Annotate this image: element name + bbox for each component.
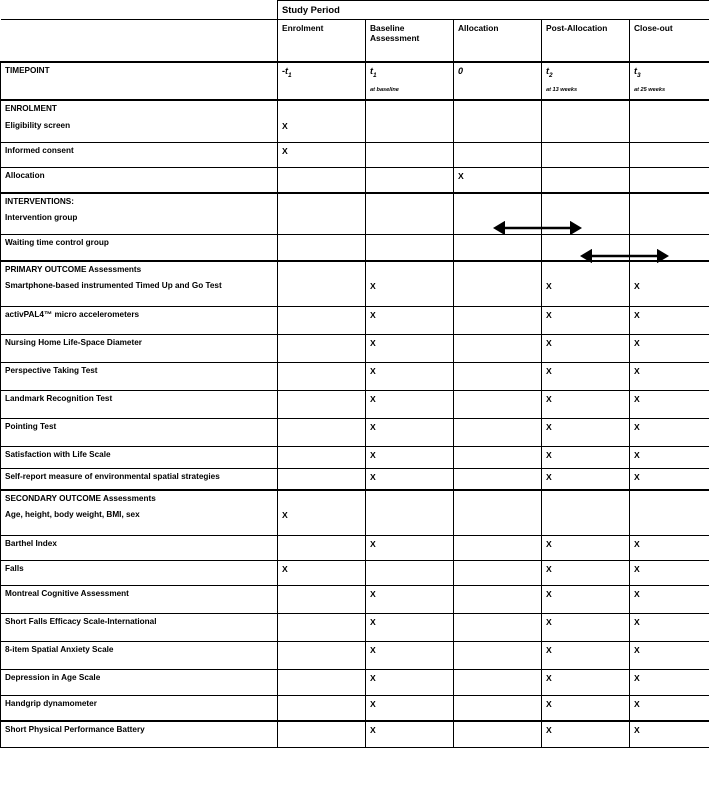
table-row: [1, 235, 709, 261]
section-heading-enrolment: ENROLMENT: [1, 100, 278, 117]
cell-mark: X: [542, 669, 630, 695]
section-spacer-cell: [454, 261, 542, 278]
section-spacer-cell: [630, 261, 709, 278]
table-row: [1, 210, 709, 235]
timepoint-note-baseline: at baseline: [370, 87, 399, 94]
row-label: activPAL4™ micro accelerometers: [1, 306, 278, 334]
cell-mark: X: [542, 278, 630, 306]
cell-mark: X: [454, 168, 542, 193]
cell-mark: X: [542, 418, 630, 446]
cell-mark: X: [630, 362, 709, 390]
row-label: Self-report measure of environmental spatial strategies: [1, 468, 278, 490]
section-spacer-cell: [542, 490, 630, 507]
column-header-baseline-assessment: Baseline Assessment: [366, 19, 454, 62]
row-label: Informed consent: [1, 143, 278, 168]
table-row: [1, 118, 709, 143]
cell-mark: [454, 334, 542, 362]
cell-mark: X: [630, 535, 709, 560]
cell-mark: [454, 669, 542, 695]
cell-mark: [278, 210, 366, 235]
header-spacer-cell: [1, 19, 278, 62]
timepoint-symbol-baseline: $t_1$: [370, 66, 377, 80]
timepoint-cell-enrolment: [278, 62, 366, 100]
table-row: [1, 143, 709, 168]
timepoint-subscript-baseline: 1: [373, 72, 377, 80]
cell-mark: [366, 560, 454, 585]
cell-mark: X: [542, 334, 630, 362]
cell-mark: X: [542, 695, 630, 721]
row-label: Allocation: [1, 168, 278, 193]
row-label: Intervention group: [1, 210, 278, 235]
cell-mark: [278, 585, 366, 613]
corner-blank-cell: [1, 1, 278, 20]
cell-mark: X: [630, 390, 709, 418]
cell-mark: [542, 210, 630, 235]
timepoint-cell-post-allocation: [542, 62, 630, 100]
row-label: Depression in Age Scale: [1, 669, 278, 695]
table-row: [1, 613, 709, 641]
cell-mark: X: [366, 613, 454, 641]
table-row: [1, 418, 709, 446]
cell-mark: X: [630, 585, 709, 613]
cell-mark: [542, 235, 630, 261]
table-row: [1, 306, 709, 334]
cell-mark: [278, 468, 366, 490]
timepoint-note-post-allocation: at 13 weeks: [546, 87, 578, 94]
row-label: Landmark Recognition Test: [1, 390, 278, 418]
row-label: Pointing Test: [1, 418, 278, 446]
cell-mark: [454, 278, 542, 306]
cell-mark: [454, 560, 542, 585]
table-row: [1, 535, 709, 560]
cell-mark: X: [278, 143, 366, 168]
cell-mark: X: [542, 446, 630, 468]
timepoint-subscript-post-allocation: 2: [549, 72, 553, 80]
section-heading-row: [1, 193, 709, 210]
cell-mark: [454, 641, 542, 669]
section-spacer-cell: [542, 193, 630, 210]
section-spacer-cell: [454, 193, 542, 210]
section-spacer-cell: [366, 193, 454, 210]
table-row: [1, 168, 709, 193]
cell-mark: X: [630, 278, 709, 306]
column-header-enrolment: Enrolment: [278, 19, 366, 62]
column-header-post-allocation: Post-Allocation: [542, 19, 630, 62]
cell-mark: X: [366, 641, 454, 669]
cell-mark: X: [542, 613, 630, 641]
table-row: [1, 362, 709, 390]
cell-mark: [454, 535, 542, 560]
section-spacer-cell: [366, 261, 454, 278]
study-period-row: [1, 1, 709, 20]
cell-mark: [542, 168, 630, 193]
column-header-close-out: Close-out: [630, 19, 709, 62]
cell-mark: X: [542, 641, 630, 669]
cell-mark: X: [366, 695, 454, 721]
section-spacer-cell: [366, 100, 454, 117]
cell-mark: [630, 235, 709, 261]
cell-mark: [454, 468, 542, 490]
cell-mark: [278, 613, 366, 641]
cell-mark: [278, 669, 366, 695]
section-heading-row: [1, 490, 709, 507]
cell-mark: X: [366, 446, 454, 468]
cell-mark: [454, 585, 542, 613]
cell-mark: [630, 118, 709, 143]
table-row: [1, 641, 709, 669]
table-row: [1, 507, 709, 535]
table-body: [1, 1, 709, 748]
cell-mark: [454, 143, 542, 168]
cell-mark: [454, 362, 542, 390]
table-row: [1, 695, 709, 721]
timepoint-subscript-enrolment: 1: [288, 72, 292, 80]
row-label: Falls: [1, 560, 278, 585]
section-spacer-cell: [278, 490, 366, 507]
timepoint-symbol-allocation: 0: [458, 66, 464, 77]
row-label: Handgrip dynamometer: [1, 695, 278, 721]
table-row: [1, 669, 709, 695]
cell-mark: [542, 143, 630, 168]
cell-mark: X: [630, 695, 709, 721]
cell-mark: [366, 210, 454, 235]
row-label: Barthel Index: [1, 535, 278, 560]
cell-mark: [278, 695, 366, 721]
table-row: [1, 560, 709, 585]
section-heading-primary-outcome: PRIMARY OUTCOME Assessments: [1, 261, 278, 278]
row-label: Age, height, body weight, BMI, sex: [1, 507, 278, 535]
column-header-allocation: Allocation: [454, 19, 542, 62]
cell-mark: [278, 168, 366, 193]
section-spacer-cell: [278, 193, 366, 210]
cell-mark: X: [630, 560, 709, 585]
cell-mark: [454, 613, 542, 641]
timepoint-row: [1, 62, 709, 100]
cell-mark: X: [630, 468, 709, 490]
section-spacer-cell: [542, 261, 630, 278]
cell-mark: X: [278, 118, 366, 143]
cell-mark: [454, 390, 542, 418]
cell-mark: [278, 721, 366, 747]
cell-mark: X: [366, 669, 454, 695]
cell-mark: [366, 118, 454, 143]
row-label: Eligibility screen: [1, 118, 278, 143]
table-row: [1, 390, 709, 418]
table-row: [1, 446, 709, 468]
timepoint-note-close-out: at 25 weeks: [634, 87, 666, 94]
row-label: Smartphone-based instrumented Timed Up and Go Test: [1, 278, 278, 306]
cell-mark: X: [542, 721, 630, 747]
cell-mark: [454, 235, 542, 261]
cell-mark: X: [630, 446, 709, 468]
cell-mark: X: [630, 418, 709, 446]
cell-mark: [454, 507, 542, 535]
timepoint-subscript-close-out: 3: [637, 72, 641, 80]
row-label: Nursing Home Life-Space Diameter: [1, 334, 278, 362]
section-heading-row: [1, 261, 709, 278]
cell-mark: [542, 507, 630, 535]
cell-mark: X: [366, 334, 454, 362]
row-label: Perspective Taking Test: [1, 362, 278, 390]
cell-mark: [454, 418, 542, 446]
cell-mark: [278, 235, 366, 261]
table-row: [1, 721, 709, 747]
cell-mark: [454, 695, 542, 721]
section-spacer-cell: [366, 490, 454, 507]
cell-mark: X: [542, 468, 630, 490]
row-label: Waiting time control group: [1, 235, 278, 261]
cell-mark: X: [366, 390, 454, 418]
row-label: Satisfaction with Life Scale: [1, 446, 278, 468]
cell-mark: X: [542, 362, 630, 390]
cell-mark: X: [366, 306, 454, 334]
table-row: [1, 278, 709, 306]
cell-mark: X: [542, 390, 630, 418]
table-row: [1, 468, 709, 490]
cell-mark: [454, 306, 542, 334]
cell-mark: X: [366, 535, 454, 560]
row-label: Short Falls Efficacy Scale-International: [1, 613, 278, 641]
timepoint-symbol-post-allocation: $t_2$: [546, 66, 553, 80]
cell-mark: X: [278, 560, 366, 585]
cell-mark: X: [630, 669, 709, 695]
section-spacer-cell: [454, 100, 542, 117]
cell-mark: [278, 334, 366, 362]
section-heading-row: [1, 100, 709, 117]
section-heading-interventions: INTERVENTIONS:: [1, 193, 278, 210]
cell-mark: [366, 168, 454, 193]
cell-mark: [630, 507, 709, 535]
section-spacer-cell: [630, 193, 709, 210]
cell-mark: X: [630, 641, 709, 669]
cell-mark: X: [542, 306, 630, 334]
cell-mark: [542, 118, 630, 143]
cell-mark: [454, 118, 542, 143]
study-period-header: Study Period: [278, 1, 709, 20]
cell-mark: [278, 362, 366, 390]
cell-mark: [630, 168, 709, 193]
cell-mark: [366, 235, 454, 261]
cell-mark: X: [366, 278, 454, 306]
timepoint-cell-close-out: [630, 62, 709, 100]
row-label: Short Physical Performance Battery: [1, 721, 278, 747]
timepoint-row-label: TIMEPOINT: [1, 62, 278, 100]
section-spacer-cell: [278, 100, 366, 117]
cell-mark: X: [542, 535, 630, 560]
timepoint-cell-allocation: [454, 62, 542, 100]
section-spacer-cell: [454, 490, 542, 507]
section-heading-secondary-outcome: SECONDARY OUTCOME Assessments: [1, 490, 278, 507]
table-row: [1, 334, 709, 362]
section-spacer-cell: [630, 490, 709, 507]
cell-mark: X: [278, 507, 366, 535]
cell-mark: [454, 210, 542, 235]
cell-mark: [278, 535, 366, 560]
cell-mark: X: [366, 362, 454, 390]
cell-mark: X: [542, 585, 630, 613]
cell-mark: [366, 507, 454, 535]
cell-mark: [278, 390, 366, 418]
column-header-row: [1, 19, 709, 62]
cell-mark: [278, 306, 366, 334]
cell-mark: [278, 278, 366, 306]
cell-mark: X: [630, 334, 709, 362]
cell-mark: X: [366, 418, 454, 446]
cell-mark: [454, 721, 542, 747]
cell-mark: [278, 418, 366, 446]
section-spacer-cell: [542, 100, 630, 117]
timepoint-symbol-close-out: $t_3$: [634, 66, 641, 80]
cell-mark: [366, 143, 454, 168]
timepoint-symbol-enrolment: $-t_1$: [282, 66, 292, 80]
cell-mark: [454, 446, 542, 468]
cell-mark: [278, 641, 366, 669]
timepoint-cell-baseline: [366, 62, 454, 100]
cell-mark: [630, 210, 709, 235]
cell-mark: X: [542, 560, 630, 585]
cell-mark: [630, 143, 709, 168]
cell-mark: X: [366, 585, 454, 613]
cell-mark: X: [366, 468, 454, 490]
table-row: [1, 585, 709, 613]
cell-mark: X: [630, 306, 709, 334]
cell-mark: X: [630, 613, 709, 641]
cell-mark: X: [630, 721, 709, 747]
section-spacer-cell: [630, 100, 709, 117]
cell-mark: X: [366, 721, 454, 747]
row-label: Montreal Cognitive Assessment: [1, 585, 278, 613]
row-label: 8-item Spatial Anxiety Scale: [1, 641, 278, 669]
section-spacer-cell: [278, 261, 366, 278]
cell-mark: [278, 446, 366, 468]
